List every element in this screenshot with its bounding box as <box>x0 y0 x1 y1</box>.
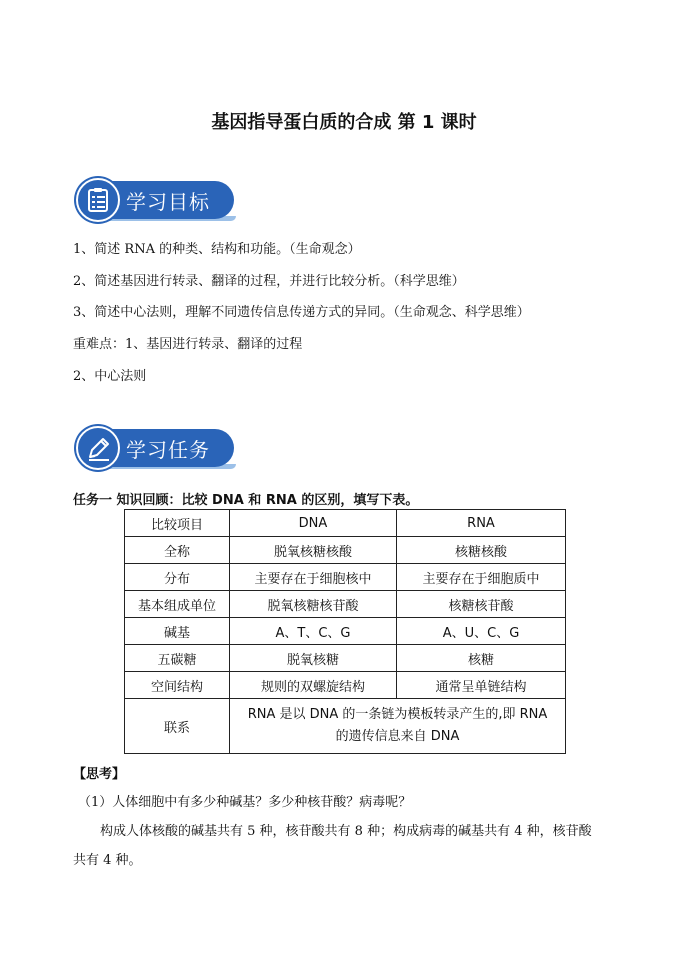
relation-line-1: RNA 是以 DNA 的一条链为模板转录产生的,即 RNA <box>247 707 548 722</box>
table-header-cell: DNA <box>230 510 397 537</box>
table-cell: 脱氧核糖核酸 <box>230 537 397 564</box>
pencil-icon <box>76 426 120 470</box>
table-row <box>125 537 566 564</box>
table-row <box>125 645 566 672</box>
table-cell: 主要存在于细胞质中 <box>397 564 566 591</box>
table-cell: 全称 <box>125 537 230 564</box>
table-cell: 五碳糖 <box>125 645 230 672</box>
clipboard-icon <box>76 178 120 222</box>
objective-1: 1、简述 RNA 的种类、结构和功能。（生命观念） <box>73 242 361 257</box>
table-cell: 脱氧核糖核苷酸 <box>230 591 397 618</box>
relation-line-2: 的遗传信息来自 DNA <box>335 729 460 744</box>
relation-cell <box>230 699 566 754</box>
key-points-2: 2、中心法则 <box>73 369 147 384</box>
key-points-1: 重难点：1、基因进行转录、翻译的过程 <box>73 337 303 352</box>
task-1-heading: 任务一 知识回顾：比较 DNA 和 RNA 的区别，填写下表。 <box>73 493 419 508</box>
thinking-question: （1）人体细胞中有多少种碱基？多少种核苷酸？病毒呢？ <box>78 795 412 810</box>
table-cell: 基本组成单位 <box>125 591 230 618</box>
table-cell: A、T、C、G <box>230 618 397 645</box>
section-banner-tasks <box>76 426 236 470</box>
table-cell: 联系 <box>125 699 230 754</box>
section-banner-objectives <box>76 178 236 222</box>
table-cell: 空间结构 <box>125 672 230 699</box>
table-row <box>125 591 566 618</box>
table-cell: 规则的双螺旋结构 <box>230 672 397 699</box>
table-cell: 核糖核苷酸 <box>397 591 566 618</box>
objective-3: 3、简述中心法则，理解不同遗传信息传递方式的异同。（生命观念、科学思维） <box>73 305 530 320</box>
section-label-objectives: 学习目标 <box>126 190 210 214</box>
thinking-label: 【思考】 <box>73 767 126 782</box>
table-row <box>125 564 566 591</box>
table-header-row <box>125 510 566 537</box>
thinking-answer-line-1: 构成人体核酸的碱基共有 5 种，核苷酸共有 8 种；构成病毒的碱基共有 4 种，核苷酸 <box>100 824 592 839</box>
table-row <box>125 618 566 645</box>
table-cell: 通常呈单链结构 <box>397 672 566 699</box>
table-cell: 碱基 <box>125 618 230 645</box>
table-cell: 核糖 <box>397 645 566 672</box>
table-cell: 主要存在于细胞核中 <box>230 564 397 591</box>
table-cell: 脱氧核糖 <box>230 645 397 672</box>
table-cell: 核糖核酸 <box>397 537 566 564</box>
thinking-answer-line-2: 共有 4 种。 <box>73 853 142 868</box>
objective-2: 2、简述基因进行转录、翻译的过程，并进行比较分析。（科学思维） <box>73 274 465 289</box>
table-row-relation <box>125 699 566 754</box>
table-cell: A、U、C、G <box>397 618 566 645</box>
section-label-tasks: 学习任务 <box>126 438 210 462</box>
table-header-cell: RNA <box>397 510 566 537</box>
table-row <box>125 672 566 699</box>
table-header-cell: 比较项目 <box>125 510 230 537</box>
page-title: 基因指导蛋白质的合成 第 1 课时 <box>211 112 477 133</box>
dna-rna-comparison-table <box>124 509 566 754</box>
table-cell: 分布 <box>125 564 230 591</box>
